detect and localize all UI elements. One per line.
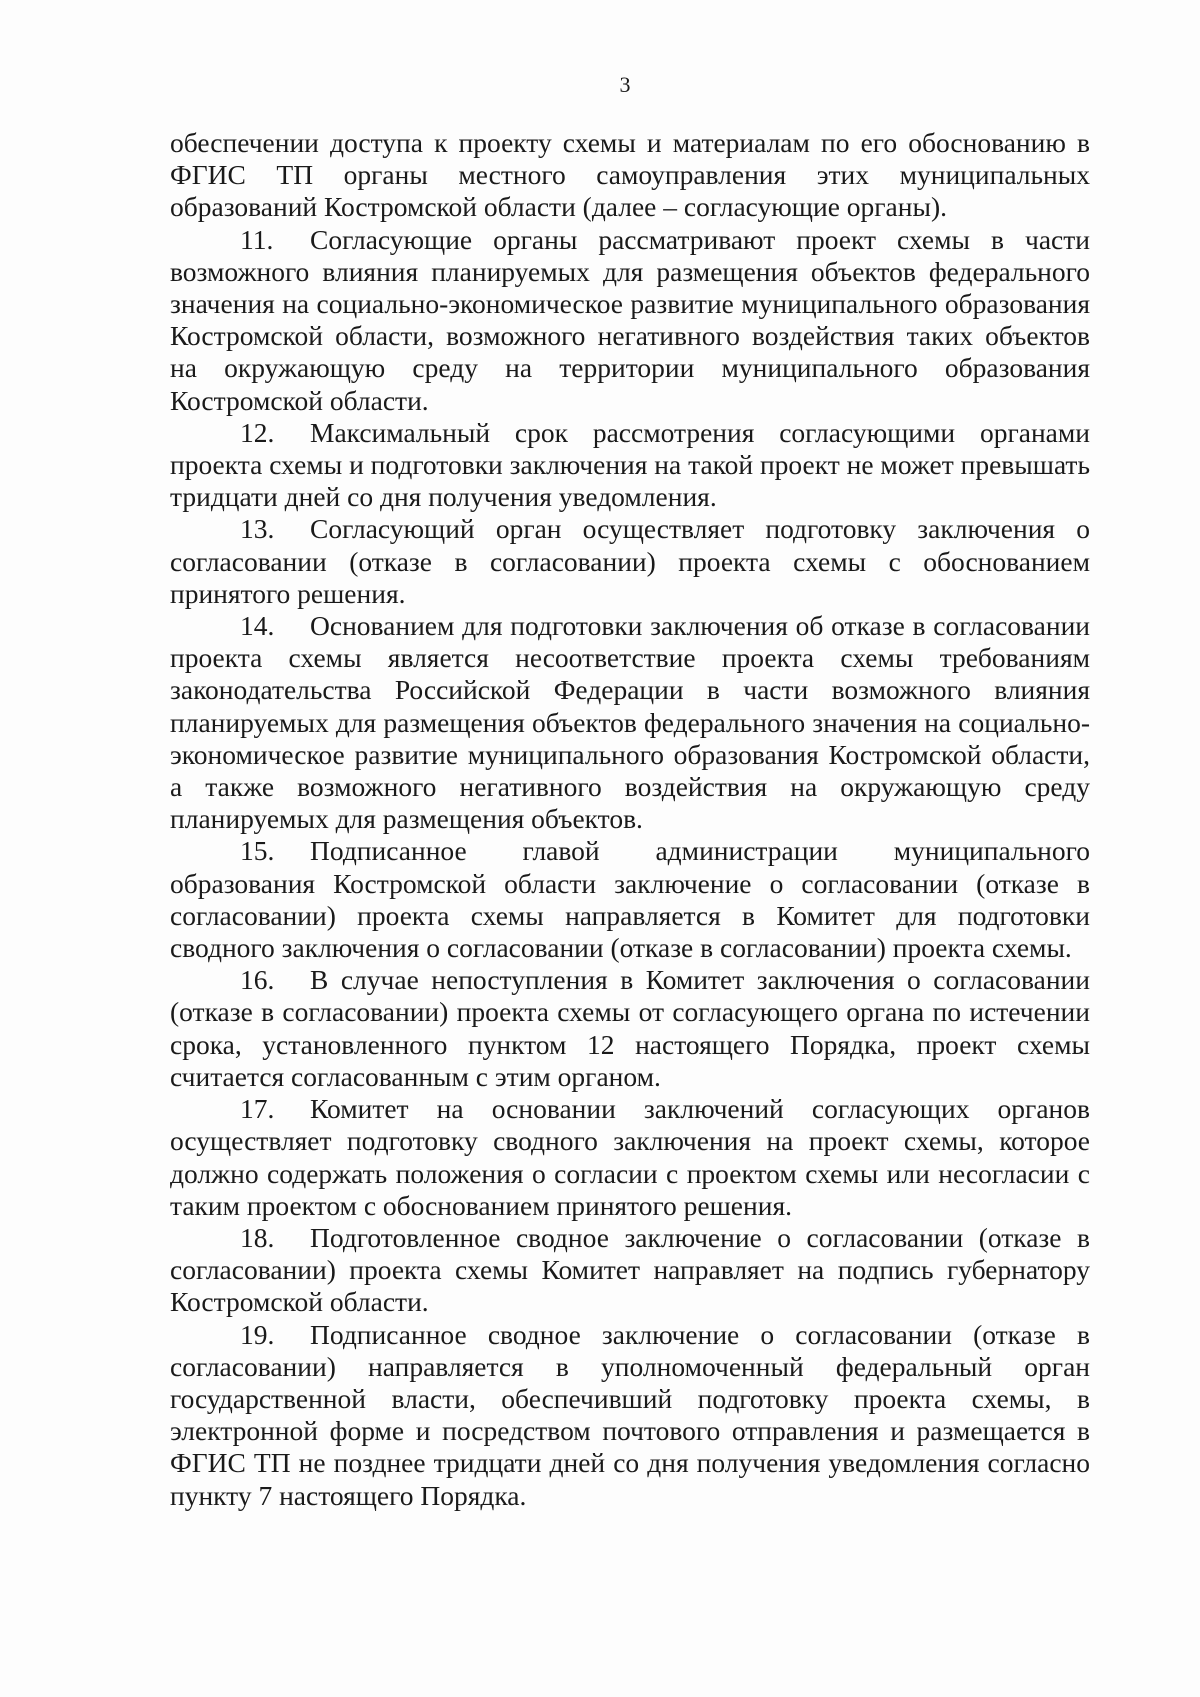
paragraph-number: 18. xyxy=(240,1221,275,1253)
paragraph-text: В случае непоступления в Комитет заключения о согласовании (отказе в согласовании) проекта схемы от согласующего органа по истечении срока, установленного пунктом 12 настоящего Порядка, проект схемы считается согласованным с этим органом. xyxy=(170,964,1090,1092)
paragraph-number: 11. xyxy=(240,223,274,255)
paragraph-14 xyxy=(170,610,1090,835)
paragraph-text: Максимальный срок рассмотрения согласующими органами проекта схемы и подготовки заключения на такой проект не может превышать тридцати дней со дня получения уведомления. xyxy=(170,416,1090,513)
paragraph-number: 16. xyxy=(240,964,275,996)
paragraph-number: 15. xyxy=(240,835,275,867)
intro-paragraph: обеспечении доступа к проекту схемы и материалам по его обоснованию в ФГИС ТП органы местного самоуправления этих муниципальных образований Костромской области (далее – согласующие органы). xyxy=(170,127,1090,223)
paragraph-13 xyxy=(170,513,1090,610)
paragraph-19 xyxy=(170,1319,1090,1512)
paragraph-number: 17. xyxy=(240,1093,275,1125)
paragraph-number: 12. xyxy=(240,416,275,448)
paragraph-number: 19. xyxy=(240,1318,275,1350)
paragraph-11 xyxy=(170,224,1090,417)
page-number: 3 xyxy=(619,72,631,97)
paragraph-text: Подписанное сводное заключение о согласовании (отказе в согласовании) направляется в уполномоченный федеральный орган государственной власти, обеспечивший подготовку проекта схемы, в электронной форме и посредством почтового отправления и размещается в ФГИС ТП не позднее тридцати дней со дня получения уведомления согласно пункту 7 настоящего Порядка. xyxy=(170,1318,1090,1511)
paragraph-text: Основанием для подготовки заключения об отказе в согласовании проекта схемы является несоответствие проекта схемы требованиям законодательства Российской Федерации в части возможного влияния планируемых для размещения объектов федерального значения на социально-экономическое развитие муниципального образования Костромской области, а также возможного негативного воздействия на окружающую среду планируемых для размещения объектов. xyxy=(170,610,1090,835)
paragraph-18 xyxy=(170,1222,1090,1319)
paragraph-12 xyxy=(170,417,1090,514)
paragraph-text: Подготовленное сводное заключение о согласовании (отказе в согласовании) проекта схемы Комитет направляет на подпись губернатору Костромской области. xyxy=(170,1221,1090,1318)
paragraph-number: 14. xyxy=(240,610,275,642)
paragraph-number: 13. xyxy=(240,513,275,545)
paragraph-text: Подписанное главой администрации муниципального образования Костромской области заключение о согласовании (отказе в согласовании) проекта схемы направляется в Комитет для подготовки сводного заключения о согласовании (отказе в согласовании) проекта схемы. xyxy=(170,835,1090,964)
paragraph-text: Комитет на основании заключений согласующих органов осуществляет подготовку сводного заключения на проект схемы, которое должно содержать положения о согласии с проектом схемы или несогласии с таким проектом с обоснованием принятого решения. xyxy=(170,1093,1090,1221)
paragraph-text: Согласующий орган осуществляет подготовку заключения о согласовании (отказе в согласовании) проекта схемы с обоснованием принятого решения. xyxy=(170,513,1090,609)
paragraph-15 xyxy=(170,835,1090,964)
paragraph-16 xyxy=(170,964,1090,1093)
document-body xyxy=(170,127,1090,1512)
paragraph-text: Согласующие органы рассматривают проект схемы в части возможного влияния планируемых для размещения объектов федерального значения на социально-экономическое развитие муниципального образования Костромской области, возможного негативного воздействия таких объектов на окружающую среду на территории муниципального образования Костромской области. xyxy=(170,223,1090,416)
paragraph-17 xyxy=(170,1093,1090,1222)
